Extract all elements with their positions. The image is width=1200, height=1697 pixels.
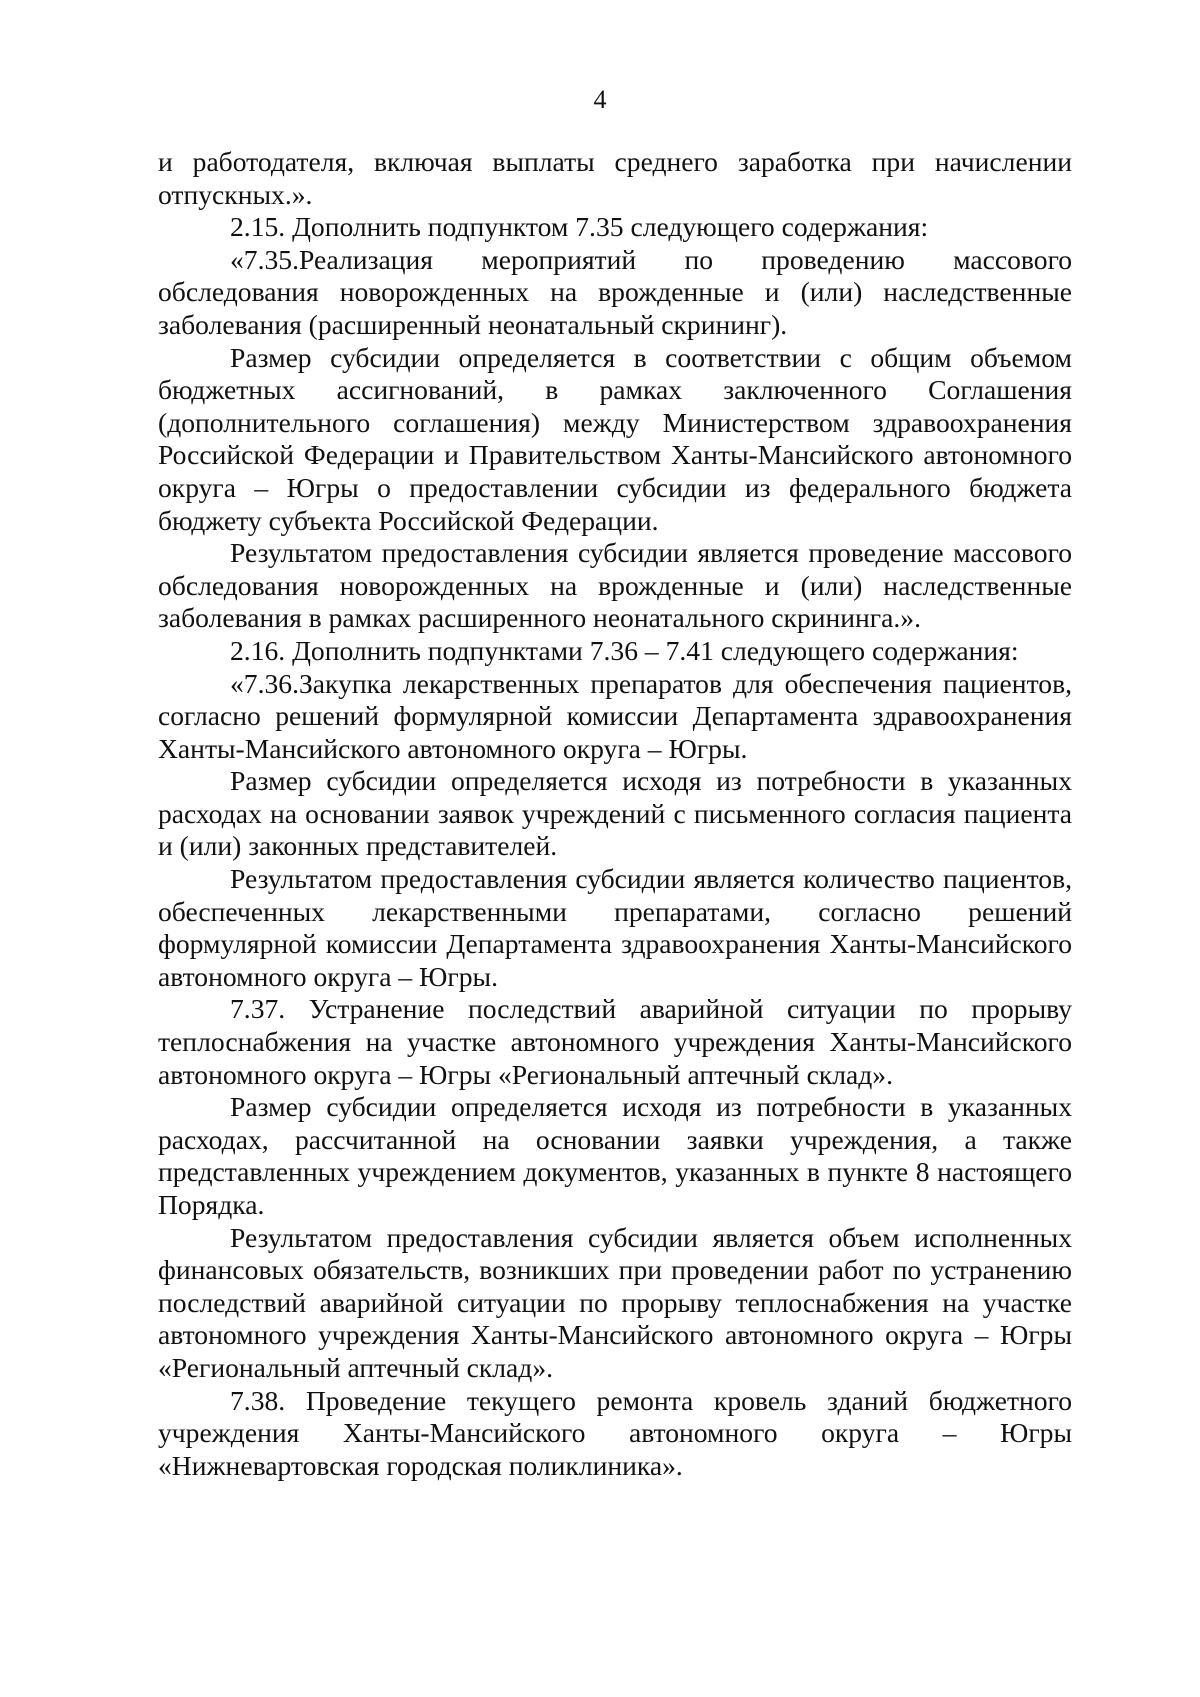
paragraph-item-2-16: 2.16. Дополнить подпунктами 7.36 – 7.41 следующего содержания: (230, 634, 1019, 666)
document-body (158, 146, 1072, 1482)
paragraph-item-7-37: 7.37. Устранение последствий аварийной ситуации по прорыву теплоснабжения на участке автономного учреждения Ханты-Мансийского автономного округа – Югры «Региональный аптечный склад». (158, 993, 1072, 1090)
page-number: 4 (593, 85, 607, 114)
paragraph-continuation: и работодателя, включая выплаты среднего заработка при начислении отпускных.». (158, 146, 1072, 210)
paragraph-item-7-35: «7.35.Реализация мероприятий по проведению массового обследования новорожденных на врожденные и (или) наследственные заболевания (расширенный неонатальный скрининг). (158, 243, 1072, 340)
paragraph-subsidy-result-7-37: Результатом предоставления субсидии является объем исполненных финансовых обязательств, возникших при проведении работ по устранению последствий аварийной ситуации по прорыву теплоснабжения на участке автономного учреждения Ханты-Мансийского автономного округа – Югры «Региональный аптечный склад». (158, 1221, 1072, 1383)
paragraph-subsidy-size-7-35: Размер субсидии определяется в соответствии с общим объемом бюджетных ассигнований, в рамках заключенного Соглашения (дополнительного соглашения) между Министерством здравоохранения Российской Федерации и Правительством Ханты-Мансийского автономного округа – Югры о предоставлении субсидии из федерального бюджета бюджету субъекта Российской Федерации. (158, 341, 1072, 536)
paragraph-item-7-38: 7.38. Проведение текущего ремонта кровель зданий бюджетного учреждения Ханты-Мансийского автономного округа – Югры «Нижневартовская городская поликлиника». (158, 1384, 1072, 1481)
paragraph-subsidy-size-7-36: Размер субсидии определяется исходя из потребности в указанных расходах на основании заявок учреждений с письменного согласия пациента и (или) законных представителей. (158, 765, 1072, 862)
paragraph-item-7-36: «7.36.Закупка лекарственных препаратов для обеспечения пациентов, согласно решений формулярной комиссии Департамента здравоохранения Ханты-Мансийского автономного округа – Югры. (158, 667, 1072, 764)
paragraph-subsidy-result-7-36: Результатом предоставления субсидии является количество пациентов, обеспеченных лекарственными препаратами, согласно решений формулярной комиссии Департамента здравоохранения Ханты-Мансийского автономного округа – Югры. (158, 863, 1072, 992)
paragraph-subsidy-result-7-35: Результатом предоставления субсидии является проведение массового обследования новорожденных на врожденные и (или) наследственные заболевания в рамках расширенного неонатального скрининга.». (158, 537, 1072, 634)
paragraph-item-2-15: 2.15. Дополнить подпунктом 7.35 следующего содержания: (230, 211, 929, 243)
paragraph-subsidy-size-7-37: Размер субсидии определяется исходя из потребности в указанных расходах, рассчитанной на основании заявки учреждения, а также представленных учреждением документов, указанных в пункте 8 настоящего Порядка. (158, 1091, 1072, 1220)
